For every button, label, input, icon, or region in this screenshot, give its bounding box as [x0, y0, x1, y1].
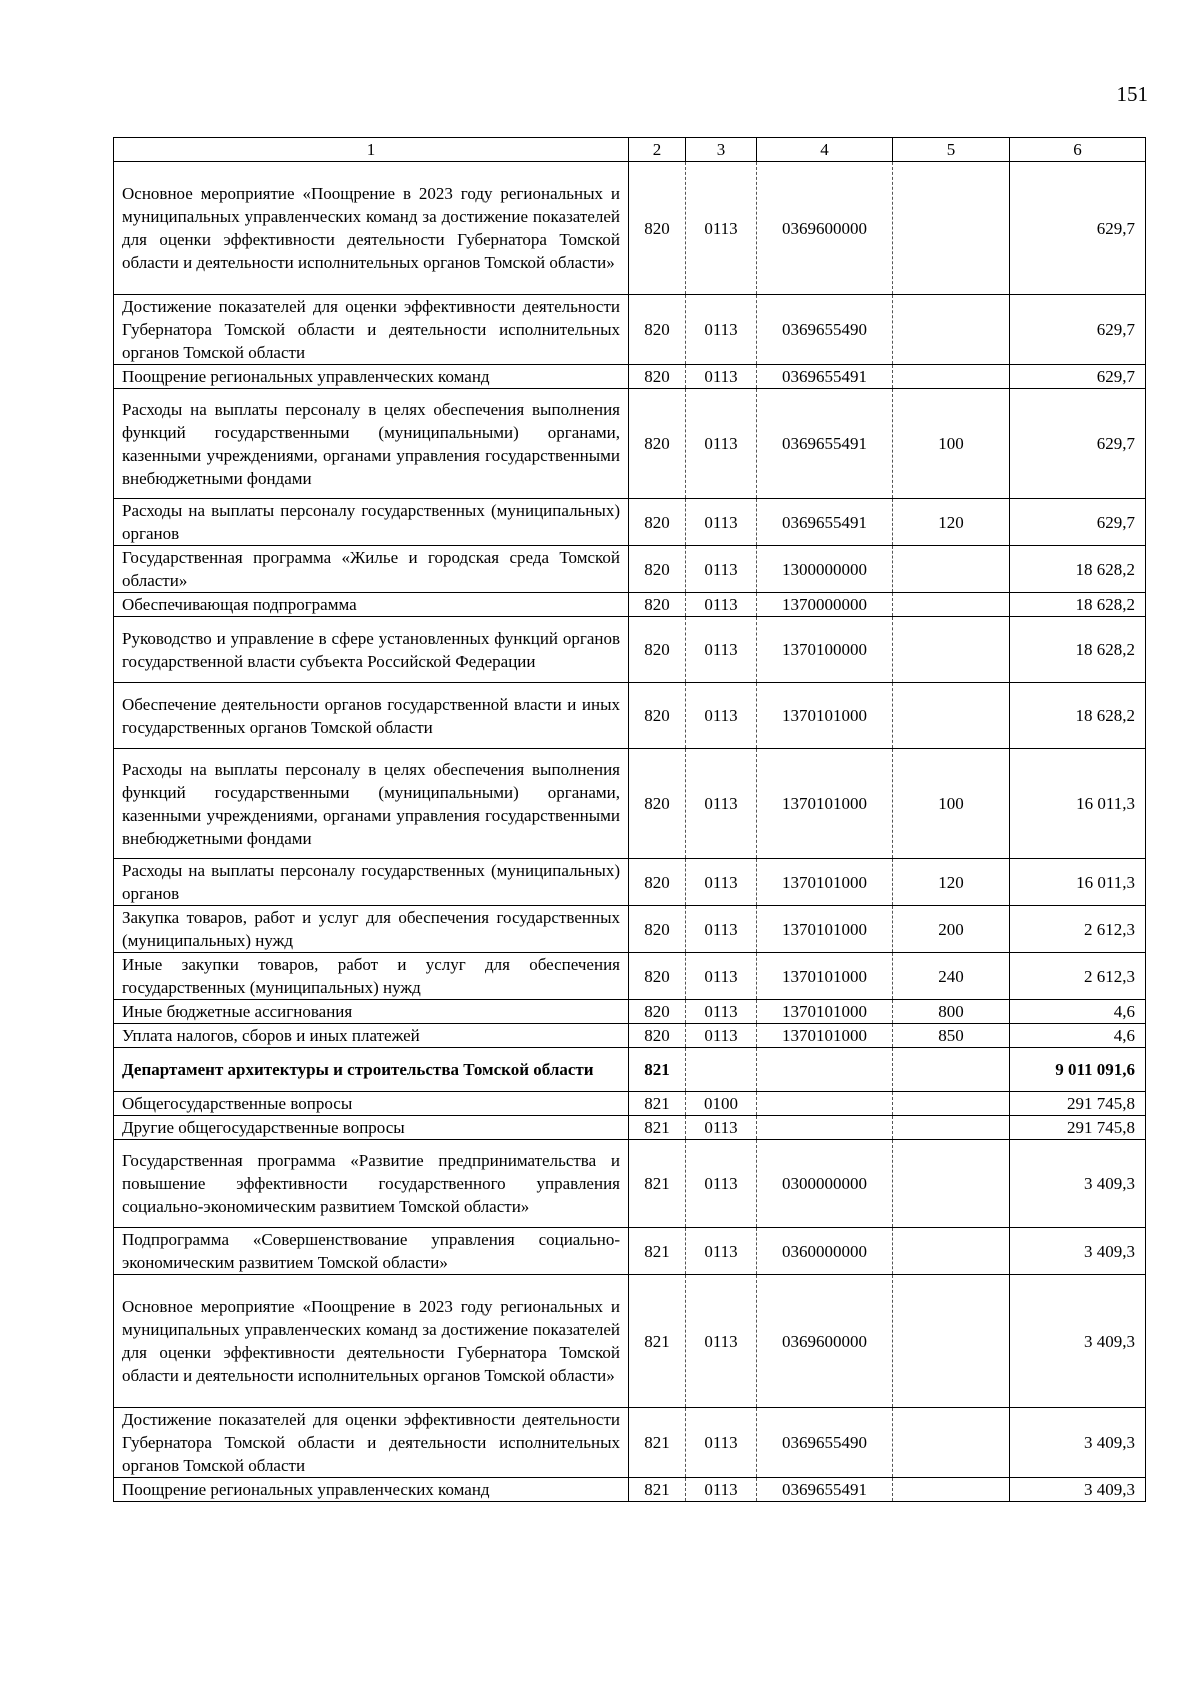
row-section-cell: 0113: [686, 953, 757, 1000]
row-target-article-cell: 0369655490: [757, 295, 893, 365]
row-amount-cell: 18 628,2: [1010, 546, 1146, 593]
row-name-cell: Подпрограмма «Совершенствование управления социально-экономическим развитием Томской области»: [114, 1228, 629, 1275]
row-section-cell: 0113: [686, 499, 757, 546]
row-name-cell: Расходы на выплаты персоналу государственных (муниципальных) органов: [114, 499, 629, 546]
row-amount-cell: 629,7: [1010, 365, 1146, 389]
row-amount-cell: 18 628,2: [1010, 683, 1146, 749]
table-row: [114, 1116, 1146, 1140]
row-name-cell: Достижение показателей для оценки эффективности деятельности Губернатора Томской области и деятельности исполнительных органов Томской области: [114, 295, 629, 365]
row-name-cell: Достижение показателей для оценки эффективности деятельности Губернатора Томской области и деятельности исполнительных органов Томской области: [114, 1408, 629, 1478]
row-expense-type-cell: [893, 1048, 1010, 1092]
row-amount-cell: 629,7: [1010, 389, 1146, 499]
row-target-article-cell: 0360000000: [757, 1228, 893, 1275]
row-section-cell: 0113: [686, 1478, 757, 1502]
row-expense-type-cell: [893, 1275, 1010, 1408]
table-row: [114, 295, 1146, 365]
row-amount-cell: 2 612,3: [1010, 953, 1146, 1000]
row-amount-cell: 3 409,3: [1010, 1408, 1146, 1478]
row-ved-cell: 820: [629, 593, 686, 617]
row-expense-type-cell: 850: [893, 1024, 1010, 1048]
row-expense-type-cell: [893, 1116, 1010, 1140]
row-ved-cell: 820: [629, 162, 686, 295]
row-section-cell: 0113: [686, 1408, 757, 1478]
row-section-cell: 0113: [686, 295, 757, 365]
row-section-cell: 0113: [686, 389, 757, 499]
row-ved-cell: 820: [629, 749, 686, 859]
row-amount-cell: 291 745,8: [1010, 1092, 1146, 1116]
row-name-cell: Поощрение региональных управленческих команд: [114, 1478, 629, 1502]
row-ved-cell: 821: [629, 1092, 686, 1116]
row-section-cell: 0113: [686, 906, 757, 953]
table-row: [114, 1140, 1146, 1228]
table-row: [114, 365, 1146, 389]
row-name-cell: Основное мероприятие «Поощрение в 2023 году региональных и муниципальных управленческих команд за достижение показателей для оценки эффективности деятельности Губернатора Томской области и деятельности исполнительных органов Томской области»: [114, 162, 629, 295]
row-ved-cell: 821: [629, 1478, 686, 1502]
row-target-article-cell: 1370101000: [757, 683, 893, 749]
row-section-cell: 0113: [686, 859, 757, 906]
row-section-cell: 0113: [686, 1000, 757, 1024]
row-target-article-cell: 1370101000: [757, 749, 893, 859]
table-row: [114, 162, 1146, 295]
row-amount-cell: 18 628,2: [1010, 593, 1146, 617]
header-cell-6: 6: [1010, 138, 1146, 162]
row-section-cell: 0113: [686, 546, 757, 593]
row-target-article-cell: 1370100000: [757, 617, 893, 683]
row-expense-type-cell: [893, 617, 1010, 683]
row-section-cell: 0113: [686, 1024, 757, 1048]
row-ved-cell: 820: [629, 617, 686, 683]
row-section-cell: 0113: [686, 1228, 757, 1275]
row-ved-cell: 821: [629, 1228, 686, 1275]
row-amount-cell: 3 409,3: [1010, 1228, 1146, 1275]
row-name-cell: Другие общегосударственные вопросы: [114, 1116, 629, 1140]
row-target-article-cell: 1300000000: [757, 546, 893, 593]
row-target-article-cell: [757, 1092, 893, 1116]
row-target-article-cell: 0369600000: [757, 1275, 893, 1408]
row-ved-cell: 821: [629, 1275, 686, 1408]
row-ved-cell: 820: [629, 906, 686, 953]
row-amount-cell: 18 628,2: [1010, 617, 1146, 683]
row-target-article-cell: 0369655491: [757, 1478, 893, 1502]
row-target-article-cell: 1370101000: [757, 906, 893, 953]
row-section-cell: 0113: [686, 162, 757, 295]
table-row: [114, 546, 1146, 593]
row-name-cell: Закупка товаров, работ и услуг для обеспечения государственных (муниципальных) нужд: [114, 906, 629, 953]
row-name-cell: Поощрение региональных управленческих команд: [114, 365, 629, 389]
row-amount-cell: 291 745,8: [1010, 1116, 1146, 1140]
row-target-article-cell: [757, 1048, 893, 1092]
header-cell-3: 3: [686, 138, 757, 162]
row-section-cell: 0113: [686, 593, 757, 617]
row-target-article-cell: 1370101000: [757, 1024, 893, 1048]
header-cell-5: 5: [893, 138, 1010, 162]
row-name-cell: Обеспечивающая подпрограмма: [114, 593, 629, 617]
row-section-cell: 0113: [686, 749, 757, 859]
row-expense-type-cell: 200: [893, 906, 1010, 953]
row-amount-cell: 2 612,3: [1010, 906, 1146, 953]
row-amount-cell: 4,6: [1010, 1000, 1146, 1024]
row-ved-cell: 820: [629, 683, 686, 749]
row-amount-cell: 629,7: [1010, 295, 1146, 365]
row-expense-type-cell: [893, 1408, 1010, 1478]
row-amount-cell: 3 409,3: [1010, 1478, 1146, 1502]
row-section-cell: 0113: [686, 617, 757, 683]
table-row: [114, 1408, 1146, 1478]
row-target-article-cell: 1370000000: [757, 593, 893, 617]
row-ved-cell: 820: [629, 546, 686, 593]
table-row: [114, 906, 1146, 953]
row-ved-cell: 820: [629, 1000, 686, 1024]
row-ved-cell: 821: [629, 1048, 686, 1092]
row-expense-type-cell: 240: [893, 953, 1010, 1000]
row-section-cell: 0113: [686, 1140, 757, 1228]
row-expense-type-cell: [893, 295, 1010, 365]
row-target-article-cell: 1370101000: [757, 859, 893, 906]
row-amount-cell: 629,7: [1010, 162, 1146, 295]
row-ved-cell: 821: [629, 1408, 686, 1478]
row-expense-type-cell: [893, 365, 1010, 389]
row-amount-cell: 16 011,3: [1010, 859, 1146, 906]
row-target-article-cell: 0369655491: [757, 365, 893, 389]
row-target-article-cell: 0369600000: [757, 162, 893, 295]
header-cell-4: 4: [757, 138, 893, 162]
row-name-cell: Основное мероприятие «Поощрение в 2023 году региональных и муниципальных управленческих команд за достижение показателей для оценки эффективности деятельности Губернатора Томской области и деятельности исполнительных органов Томской области»: [114, 1275, 629, 1408]
row-expense-type-cell: 120: [893, 859, 1010, 906]
row-amount-cell: 3 409,3: [1010, 1275, 1146, 1408]
row-name-cell: Руководство и управление в сфере установленных функций органов государственной власти субъекта Российской Федерации: [114, 617, 629, 683]
table-row: [114, 749, 1146, 859]
row-section-cell: 0100: [686, 1092, 757, 1116]
table-row: [114, 1048, 1146, 1092]
row-expense-type-cell: 800: [893, 1000, 1010, 1024]
row-name-cell: Общегосударственные вопросы: [114, 1092, 629, 1116]
row-target-article-cell: 0369655491: [757, 389, 893, 499]
row-name-cell: Иные бюджетные ассигнования: [114, 1000, 629, 1024]
table-row: [114, 1275, 1146, 1408]
row-expense-type-cell: [893, 546, 1010, 593]
row-ved-cell: 820: [629, 499, 686, 546]
row-name-cell: Государственная программа «Развитие предпринимательства и повышение эффективности государственного управления социально-экономическим развитием Томской области»: [114, 1140, 629, 1228]
row-target-article-cell: 0369655491: [757, 499, 893, 546]
row-name-cell: Уплата налогов, сборов и иных платежей: [114, 1024, 629, 1048]
row-ved-cell: 820: [629, 389, 686, 499]
table-row: [114, 1024, 1146, 1048]
table-row: [114, 683, 1146, 749]
row-ved-cell: 820: [629, 859, 686, 906]
table-header-row: [114, 138, 1146, 162]
row-name-cell: Иные закупки товаров, работ и услуг для обеспечения государственных (муниципальных) нужд: [114, 953, 629, 1000]
table-row: [114, 1228, 1146, 1275]
row-name-cell: Государственная программа «Жилье и городская среда Томской области»: [114, 546, 629, 593]
row-target-article-cell: [757, 1116, 893, 1140]
row-expense-type-cell: [893, 162, 1010, 295]
budget-table: [113, 137, 1146, 1502]
table-row: [114, 953, 1146, 1000]
row-expense-type-cell: [893, 593, 1010, 617]
row-expense-type-cell: [893, 1478, 1010, 1502]
row-amount-cell: 629,7: [1010, 499, 1146, 546]
row-expense-type-cell: 100: [893, 749, 1010, 859]
row-expense-type-cell: [893, 1228, 1010, 1275]
table-row: [114, 1000, 1146, 1024]
row-target-article-cell: 1370101000: [757, 1000, 893, 1024]
table-row: [114, 1092, 1146, 1116]
row-name-cell: Департамент архитектуры и строительства Томской области: [114, 1048, 629, 1092]
row-section-cell: 0113: [686, 365, 757, 389]
row-amount-cell: 3 409,3: [1010, 1140, 1146, 1228]
table-row: [114, 499, 1146, 546]
row-target-article-cell: 1370101000: [757, 953, 893, 1000]
row-amount-cell: 9 011 091,6: [1010, 1048, 1146, 1092]
row-ved-cell: 820: [629, 365, 686, 389]
row-amount-cell: 4,6: [1010, 1024, 1146, 1048]
row-ved-cell: 820: [629, 295, 686, 365]
row-name-cell: Обеспечение деятельности органов государственной власти и иных государственных органов Томской области: [114, 683, 629, 749]
row-section-cell: 0113: [686, 1275, 757, 1408]
row-expense-type-cell: [893, 1140, 1010, 1228]
row-target-article-cell: 0300000000: [757, 1140, 893, 1228]
row-ved-cell: 821: [629, 1140, 686, 1228]
row-section-cell: 0113: [686, 1116, 757, 1140]
row-ved-cell: 820: [629, 953, 686, 1000]
row-expense-type-cell: 100: [893, 389, 1010, 499]
row-name-cell: Расходы на выплаты персоналу в целях обеспечения выполнения функций государственными (муниципальными) органами, казенными учреждениями, органами управления государственными внебюджетными фондами: [114, 389, 629, 499]
table-row: [114, 859, 1146, 906]
table-row: [114, 593, 1146, 617]
row-amount-cell: 16 011,3: [1010, 749, 1146, 859]
row-ved-cell: 820: [629, 1024, 686, 1048]
row-expense-type-cell: [893, 683, 1010, 749]
page-number: 151: [1116, 82, 1148, 106]
row-ved-cell: 821: [629, 1116, 686, 1140]
row-name-cell: Расходы на выплаты персоналу в целях обеспечения выполнения функций государственными (муниципальными) органами, казенными учреждениями, органами управления государственными внебюджетными фондами: [114, 749, 629, 859]
row-target-article-cell: 0369655490: [757, 1408, 893, 1478]
row-section-cell: 0113: [686, 683, 757, 749]
header-cell-1: 1: [114, 138, 629, 162]
row-name-cell: Расходы на выплаты персоналу государственных (муниципальных) органов: [114, 859, 629, 906]
table-row: [114, 617, 1146, 683]
table-row: [114, 389, 1146, 499]
row-expense-type-cell: [893, 1092, 1010, 1116]
row-expense-type-cell: 120: [893, 499, 1010, 546]
table-row: [114, 1478, 1146, 1502]
header-cell-2: 2: [629, 138, 686, 162]
row-section-cell: [686, 1048, 757, 1092]
